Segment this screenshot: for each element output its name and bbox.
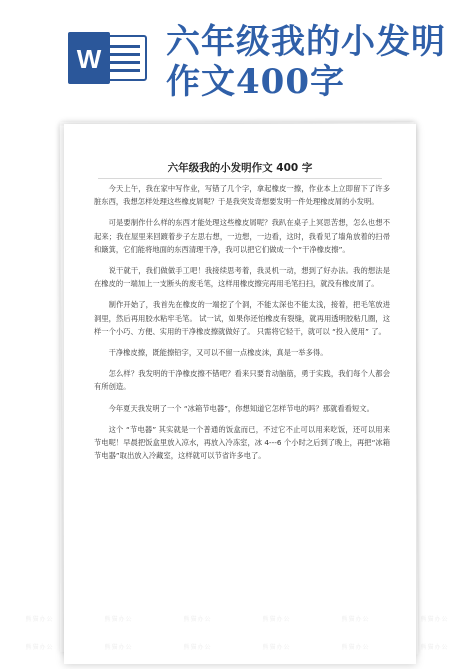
banner-title-line-1: 六年级我的小发明	[166, 22, 446, 62]
word-document-icon	[64, 30, 150, 86]
paragraph: 今年夏天我发明了一个 “冰箱节电器”，你想知道它怎样节电的吗？那就看看短文。	[108, 403, 374, 413]
watermark-text: 熊猫办公	[341, 615, 370, 623]
paragraph: 今天上午，我在家中写作业，写错了几个字，拿起橡皮一擦，作业本上立即留下了许多脏东西，我想怎样处理这些橡皮屑呢？于是我突发奇想要发明一件处理橡皮屑的小发明。	[94, 184, 390, 207]
header-banner	[0, 0, 474, 110]
paragraph: 怎么样？我发明的干净橡皮擦不错吧？看来只要肯动脑筋，勇于实践，我们每个人都会有所创造。	[94, 369, 390, 392]
paragraph: 制作开始了，我首先在橡皮的一端挖了个洞，不能太深也不能太浅，接着，把毛笔放进洞里，然后再用胶水粘牢毛笔。 试一试，如果你还怕橡皮有裂缝，就再用透明胶粘几圈，这样一个小巧、方便、实用的干净橡皮擦就做好了。 只需将它轻干，就可以 “投入使用” 了。	[94, 300, 390, 336]
watermark-text: 熊猫办公	[25, 615, 54, 623]
paragraph: 这个 “节电器” 其实就是一个普通的饭盒而已，不过它不止可以用来吃饭，还可以用来节电呢！早晨把饭盒里放入凉水，再放入冷冻室，冰 4---6 个小时之后到了晚上，再把“冰箱节电器”取出放入冷藏室，这样就可以节省许多电了。	[94, 424, 390, 461]
banner-title-line-2: 作文400字	[166, 62, 345, 102]
watermark-text: 熊猫办公	[104, 615, 133, 623]
watermark-text: 熊猫办公	[183, 643, 212, 651]
watermark-text: 熊猫办公	[420, 643, 449, 651]
watermark-text: 熊猫办公	[420, 615, 449, 623]
watermark-text: 熊猫办公	[262, 615, 291, 623]
watermark-text: 熊猫办公	[104, 643, 133, 651]
paragraph: 干净橡皮擦，既能擦铅字，又可以不留一点橡皮沫，真是一举多得。	[108, 348, 328, 358]
watermark-text: 熊猫办公	[341, 643, 370, 651]
watermark-text: 熊猫办公	[183, 615, 212, 623]
document-body	[94, 182, 390, 462]
word-logo-letter: W	[76, 44, 102, 74]
title-divider	[98, 178, 382, 179]
document-page	[64, 124, 416, 664]
paragraph: 说干就干，我们做做手工吧！我接续思考着，我灵机一动，想到了好办法。我的想法是在橡皮的一端加上一支断头的废毛笔，这样用橡皮擦完再用毛笔扫扫，就没有橡皮屑了。	[94, 266, 390, 289]
document-title: 六年级我的小发明作文 400 字	[167, 162, 313, 174]
paragraph: 可是要制作什么样的东西才能处理这些橡皮屑呢？我趴在桌子上冥思苦想，怎么也想不起来；我在屋里来回踱着步子左思右想，一边想，一边看，这时，我看见了墙角放着的扫帚和簸箕，它们能将地面的东西清理干净，我可以把它们做成一个“干净橡皮擦”。	[94, 218, 390, 254]
watermark-row	[0, 640, 474, 652]
watermark-text: 熊猫办公	[262, 643, 291, 651]
watermark-row	[0, 612, 474, 624]
banner-title	[166, 22, 466, 102]
watermark-text: 熊猫办公	[25, 643, 54, 651]
